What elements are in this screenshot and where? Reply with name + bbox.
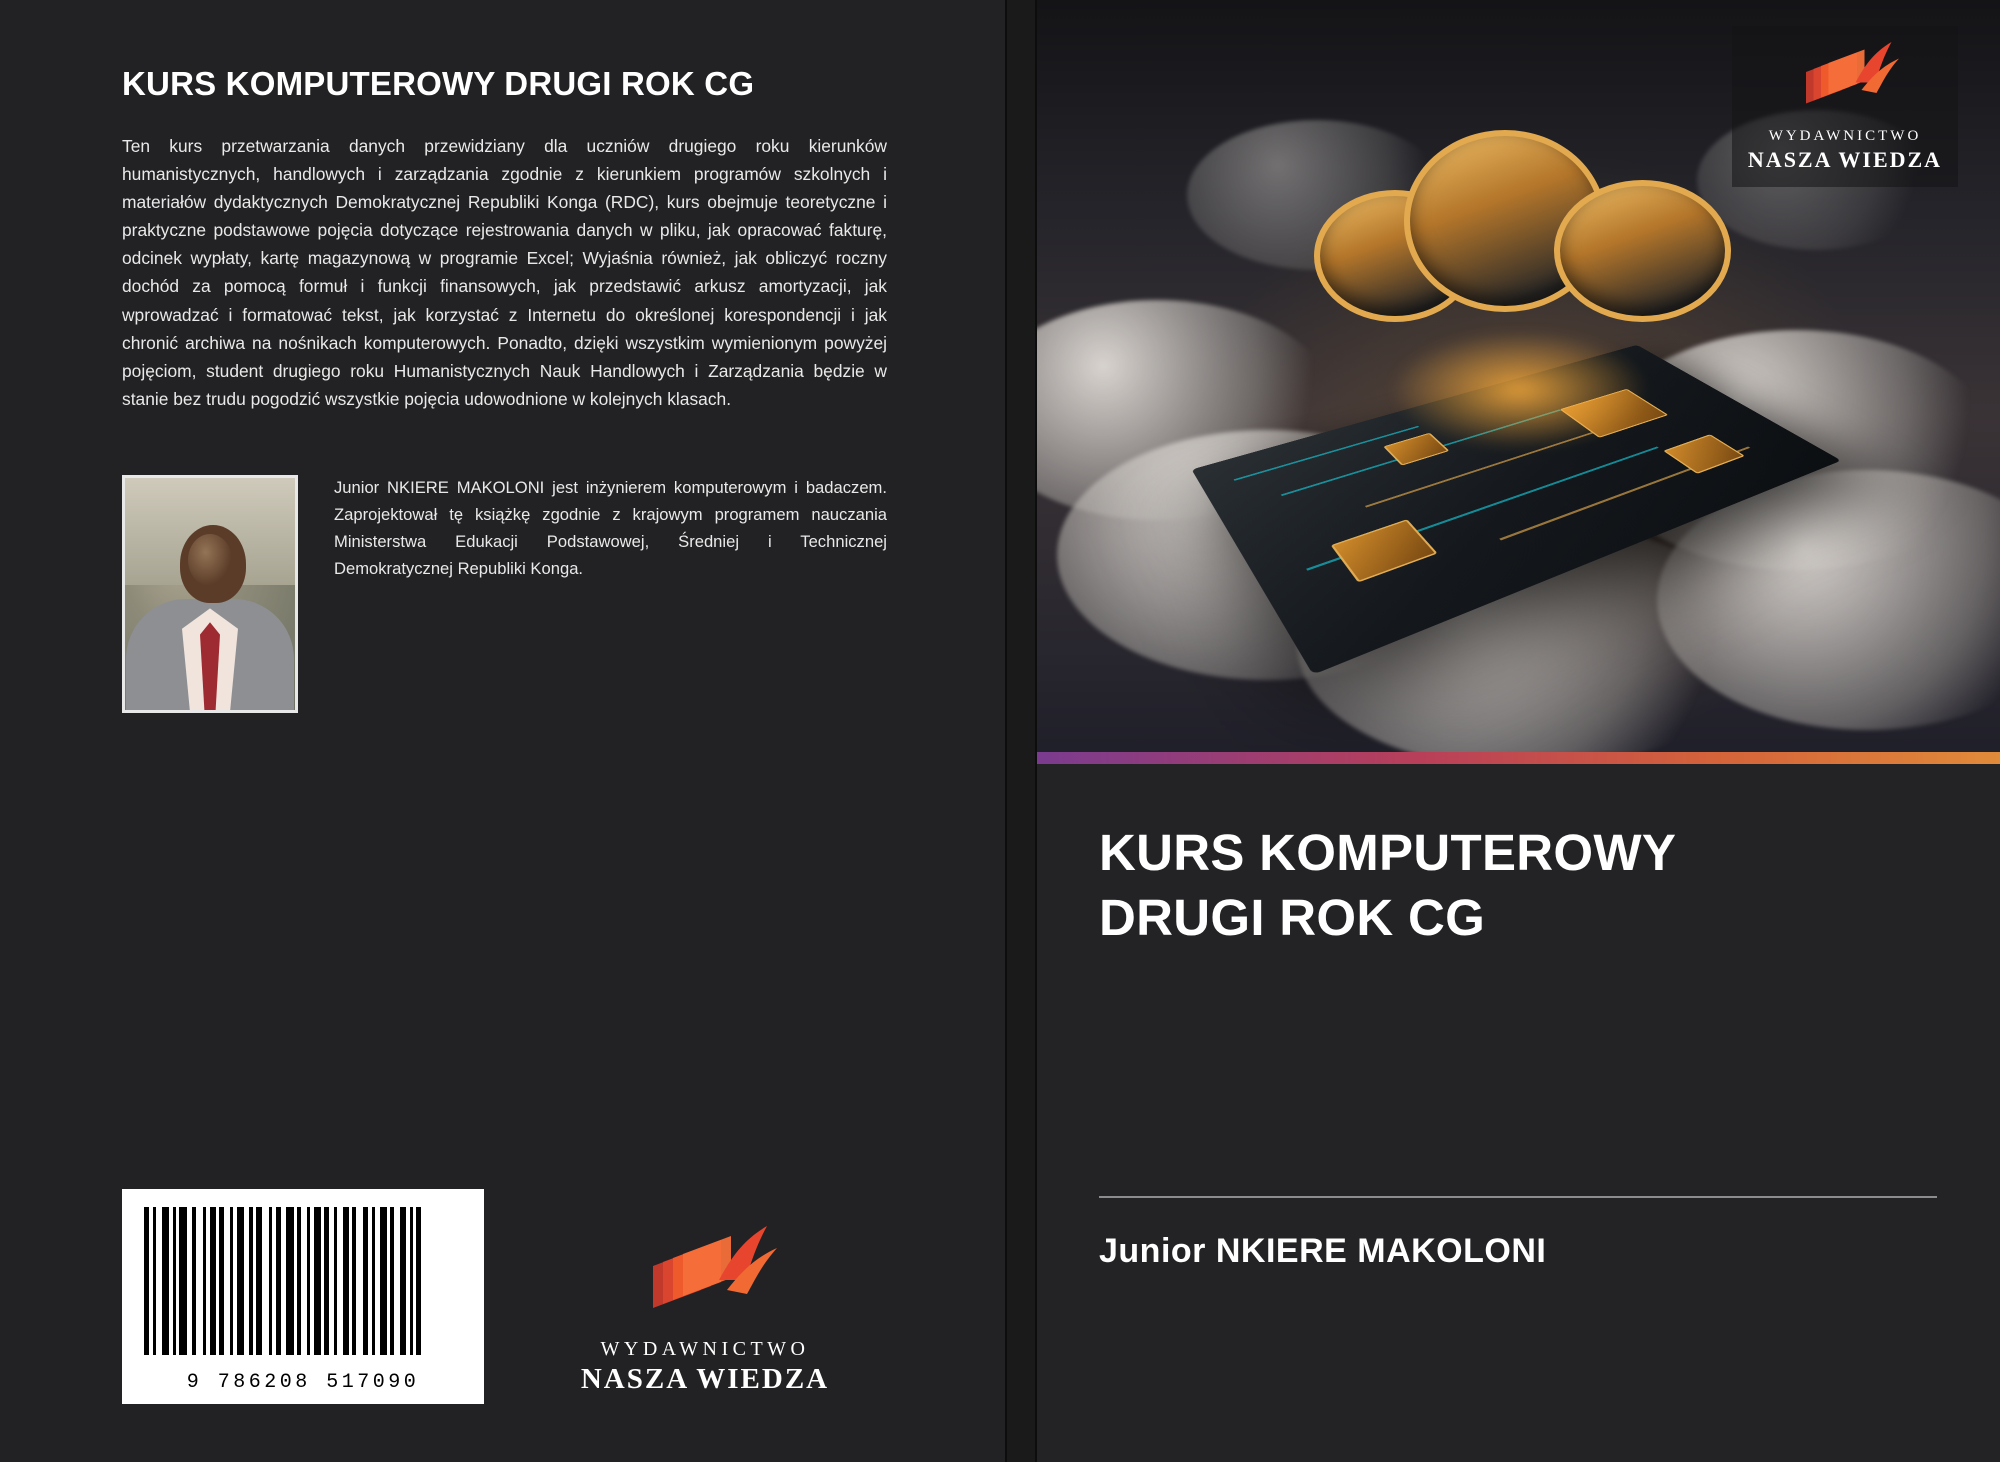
chip-icon: [1663, 434, 1745, 474]
publisher-name-bottom: NASZA WIEDZA: [1747, 147, 1943, 172]
barcode: [122, 1189, 484, 1404]
front-cover: [1037, 0, 2000, 1462]
front-title-line-1: KURS KOMPUTEROWY: [1099, 824, 1677, 881]
author-photo: [122, 475, 298, 713]
front-title-line-2: DRUGI ROK CG: [1099, 889, 1486, 947]
accent-divider: [1037, 752, 2000, 764]
author-biography: Junior NKIERE MAKOLONI jest inżynierem komputerowym i badaczem. Zaprojektował tę książkę zgodnie z krajowym programem nauczania Ministerstwa Edukacji Podstawowej, Średniej i Technicznej Demokratycznej Republiki Konga.: [334, 478, 887, 579]
publisher-logo-back: [580, 1218, 830, 1404]
publisher-name-top: WYDAWNICTWO: [600, 1338, 810, 1360]
back-cover-description: [122, 132, 887, 414]
author-block: [122, 475, 887, 713]
publisher-name-bottom: NASZA WIEDZA: [580, 1363, 830, 1395]
description-text: Ten kurs przetwarzania danych przewidziany dla uczniów drugiego roku kierunków humanistycznych, handlowych i zarządzania zgodnie z kierunkiem programów szkolnych i materiałów dydaktycznych Demokratycznej Republiki Konga (RDC), kurs obejmuje teoretyczne i praktyczne podstawowe pojęcia dotyczące rejestrowania danych w pliku, jak opracować fakturę, odcinek wypłaty, kartę magazynową w programie Excel; Wyjaśnia również, jak obliczyć roczny dochód za pomocą formuł i funkcji finansowych, jak przedstawić arkusz amortyzacji, jak wprowadzać i formatować tekst, jak korzystać z Internetu do określonej korespondencji i jak chronić archiwa na nośnikach komputerowych. Ponadto, dzięki wszystkim wymienionym powyżej pojęciom, student drugiego roku Humanistycznych Nauk Handlowych i Zarządzania będzie w stanie bez trudu pogodzić wszystkie pojęcia udowodnione w kolejnych klasach.: [122, 135, 887, 410]
publisher-wing-icon: [627, 1218, 783, 1330]
front-cover-author: Junior NKIERE MAKOLONI: [1099, 1232, 1547, 1270]
artwork-glow: [1389, 330, 1649, 450]
back-cover-title: KURS KOMPUTEROWY DRUGI ROK CG: [122, 65, 755, 102]
publisher-wing-icon: [1785, 36, 1905, 120]
front-cover-rule: [1099, 1196, 1937, 1198]
cover-artwork: [1037, 0, 2000, 752]
publisher-logo-front: [1732, 26, 1958, 187]
photo-face-highlight: [188, 534, 232, 586]
book-spine: [1005, 0, 1037, 1462]
barcode-number: 9 786208 517090: [186, 1371, 420, 1394]
barcode-bars: [138, 1207, 468, 1355]
front-cover-title: [1099, 820, 1919, 951]
back-cover-footer: [122, 1189, 882, 1404]
publisher-name-top: WYDAWNICTWO: [1768, 128, 1922, 144]
cloud-computing-icon: [1314, 120, 1724, 320]
